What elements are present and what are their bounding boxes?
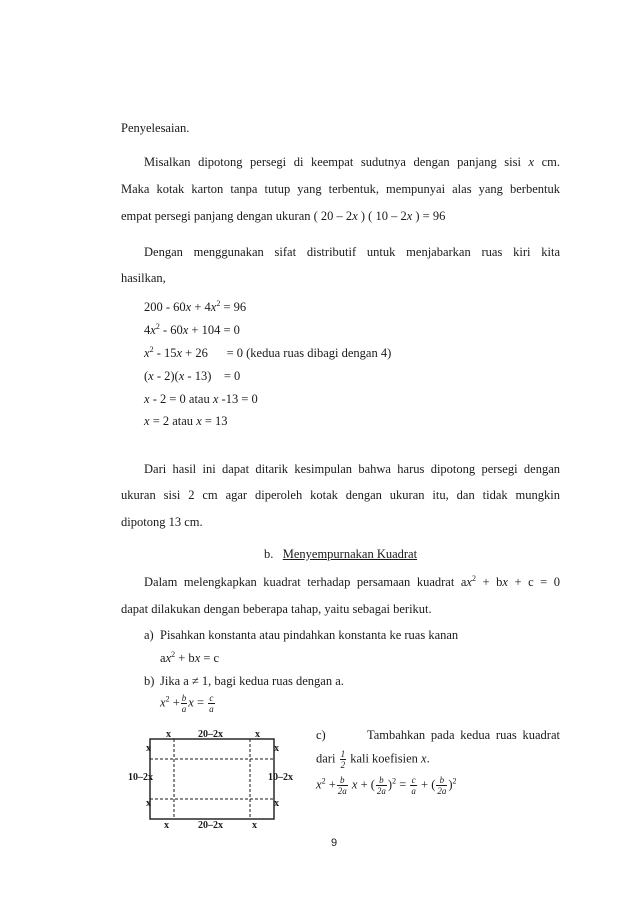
right-x-top: x bbox=[274, 743, 279, 754]
equation-6: x = 2 atau x = 13 bbox=[144, 414, 228, 428]
step-a-label: a) bbox=[144, 628, 154, 642]
equation-5: x - 2 = 0 atau x -13 = 0 bbox=[144, 392, 258, 406]
step-a-equation: $ax^2$ + bx = c bbox=[160, 650, 220, 665]
paragraph-2-line-1: Dengan menggunakan sifat distributif untuk menjabarkan ruas kiri kita bbox=[144, 245, 560, 259]
paragraph-4-line-2: dapat dilakukan dengan beberapa tahap, yaitu sebagai berikut. bbox=[121, 602, 432, 616]
right-middle: 10–2x bbox=[268, 772, 293, 783]
top-x-left: x bbox=[166, 729, 171, 740]
step-c-text-2: dari $\frac{1}{2}$ kali koefisien x. bbox=[316, 749, 430, 770]
cardboard-outline bbox=[150, 739, 274, 819]
step-c-equation: $x^2$ + $\frac{b}{2a}$ x + ( $\frac{b}{2a}$ )$^2$ = $\frac{c}{a}$ + ( $\frac{b}{2a}$ )$^2$ bbox=[316, 775, 457, 796]
paragraph-1-line-1: Misalkan dipotong persegi di keempat sudutnya dengan panjang sisi x cm. bbox=[144, 155, 560, 169]
page-number: 9 bbox=[331, 837, 338, 849]
equation-1: $200 - 60x + 4x^2 = 96$ bbox=[144, 299, 247, 314]
left-middle: 10–2x bbox=[128, 772, 153, 783]
paragraph-1-line-2: Maka kotak karton tanpa tutup yang terbentuk, mempunyai alas yang berbentuk bbox=[121, 182, 560, 196]
box-net-diagram bbox=[124, 726, 300, 830]
right-x-bottom: x bbox=[274, 798, 279, 809]
equation-2: $4x^2 - 60x + 104 = 0$ bbox=[144, 322, 240, 337]
top-x-right: x bbox=[255, 729, 260, 740]
step-b-label: b) bbox=[144, 674, 155, 688]
bottom-middle: 20–2x bbox=[198, 820, 223, 830]
intro-label: Penyelesaian. bbox=[121, 121, 190, 135]
step-b-equation: $x^2$ + $\frac{b}{a}$ x = $\frac{c}{a}$ bbox=[160, 693, 214, 714]
equation-3: $x^2 - 15x + 26$ = 0 (kedua ruas dibagi dengan 4) bbox=[144, 345, 392, 360]
step-a-text: Pisahkan konstanta atau pindahkan konstanta ke ruas kanan bbox=[160, 628, 459, 642]
paragraph-3-line-2: ukuran sisi 2 cm agar diperoleh kotak dengan ukuran itu, dan tidak mungkin bbox=[121, 488, 560, 502]
step-b-text: Jika a ≠ 1, bagi kedua ruas dengan a. bbox=[160, 674, 344, 688]
paragraph-4-line-1: Dalam melengkapkan kuadrat terhadap persamaan kuadrat $ax^2$ + bx + c = 0 bbox=[144, 574, 560, 589]
left-x-bottom: x bbox=[146, 798, 151, 809]
bottom-x-left: x bbox=[164, 820, 169, 830]
paragraph-1-line-3: empat persegi panjang dengan ukuran ( 20 – 2x ) ( 10 – 2x ) = 96 bbox=[121, 209, 446, 223]
left-x-top: x bbox=[146, 743, 151, 754]
paragraph-2-line-2: hasilkan, bbox=[121, 271, 166, 285]
paragraph-3-line-1: Dari hasil ini dapat ditarik kesimpulan bahwa harus dipotong persegi dengan bbox=[144, 462, 560, 476]
bottom-x-right: x bbox=[252, 820, 257, 830]
step-c-text-1: Tambahkan pada kedua ruas kuadrat bbox=[367, 728, 560, 742]
section-heading: b. Menyempurnakan Kuadrat bbox=[264, 547, 418, 561]
paragraph-3-line-3: dipotong 13 cm. bbox=[121, 515, 203, 529]
equation-4: (x - 2)(x - 13) = 0 bbox=[144, 369, 241, 383]
top-middle: 20–2x bbox=[198, 729, 223, 740]
step-c-label: c) bbox=[316, 728, 326, 742]
